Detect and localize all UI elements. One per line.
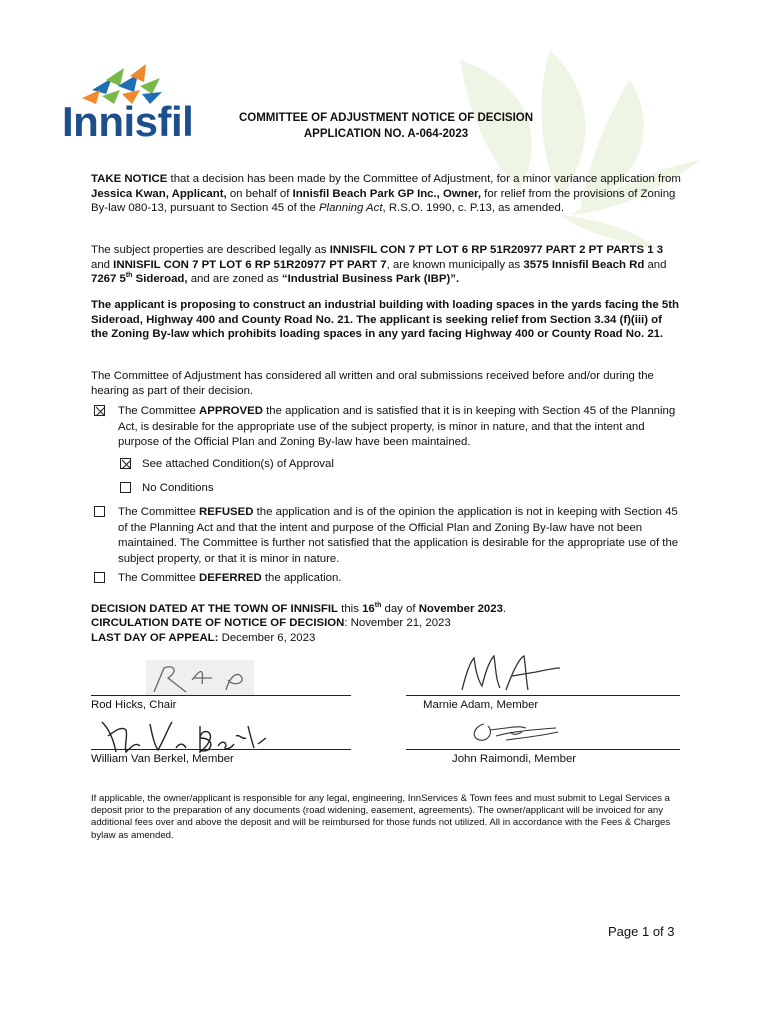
marnie-adam-signature-icon — [456, 650, 566, 696]
deferred-checkbox[interactable] — [94, 572, 105, 583]
signature-line — [91, 695, 351, 696]
signer-name-4: John Raimondi, Member — [452, 753, 577, 765]
signature-line — [406, 749, 680, 750]
no-conditions-checkbox[interactable] — [120, 482, 131, 493]
appeal-date: LAST DAY OF APPEAL: December 6, 2023 — [91, 631, 316, 644]
document-title — [200, 110, 572, 142]
approved-checkbox[interactable] — [94, 405, 105, 416]
approved-text: The Committee APPROVED the application and is satisfied that it is in keeping with Section 45 of the Planning Act, is desirable for the appropriate use of the subject property, is minor in nature, and that the intent and purpose of the Official Plan and Zoning By-law have been maintained. — [118, 405, 676, 449]
fees-note: If applicable, the owner/applicant is responsible for any legal, engineering, InnServices & Town fees and must submit to Legal Services a deposit prior to the preparation of any documents (road widening, easement, agreements). The owner/applicant will be invoiced for any additional fees over and above the deposit and will be reimbursed for those funds not utilized. All in accordance with the Fees & Charges bylaw as amended. — [91, 793, 671, 841]
circulation-date: CIRCULATION DATE OF NOTICE OF DECISION: November 21, 2023 — [91, 617, 451, 630]
notice-paragraph: TAKE NOTICE that a decision has been made by the Committee of Adjustment, for a minor variance application from Jessica Kwan, Applicant, on behalf of Innisfil Beach Park GP Inc., Owner, for relief from the provisions of Zoning By-law 080-13, pursuant to Section 45 of the Planning Act, R.S.O. 1990, c. P.13, as amended. — [91, 173, 681, 215]
no-conditions-text: No Conditions — [142, 482, 214, 494]
proposal-paragraph: The applicant is proposing to construct an industrial building with loading spaces in the yards facing the 5th Sideroad, Highway 400 and County Road No. 21. The applicant is seeking relief from Section 3.34 (f)(iii) of the Zoning By-law which prohibits loading spaces in any yard facing Highway 400 or County Road No. 21. — [91, 299, 679, 341]
watermark-star-icon — [400, 40, 730, 270]
deferred-text: The Committee DEFERRED the application. — [118, 572, 342, 584]
conditions-checkbox[interactable] — [120, 458, 131, 469]
signer-name-2: Marnie Adam, Member — [423, 699, 539, 711]
checked-x-icon — [95, 406, 106, 417]
refused-checkbox[interactable] — [94, 506, 105, 517]
signer-name-1: Rod Hicks, Chair — [91, 699, 177, 711]
logo-wordmark: Innisfil — [62, 98, 194, 145]
property-paragraph: The subject properties are described legally as INNISFIL CON 7 PT LOT 6 RP 51R20977 PART 2 PT PARTS 1 3 and INNISFIL CON 7 PT LOT 6 RP 51R20977 PT PART 7, are known municipally as 3575 Innisfil Beach Rd and 7267 5th Sideroad, and are zoned as “Industrial Business Park (IBP)”. — [91, 244, 667, 286]
title-line-2: APPLICATION NO. A-064-2023 — [303, 128, 469, 140]
signature-line — [91, 749, 351, 750]
john-raimondi-signature-icon — [466, 718, 562, 746]
signature-line — [406, 695, 680, 696]
considered-paragraph: The Committee of Adjustment has considered all written and oral submissions received before and/or during the hearing as part of their decision. — [91, 370, 654, 397]
conditions-option — [117, 457, 517, 473]
rod-hicks-signature-icon — [146, 660, 258, 698]
deferred-option — [91, 571, 683, 587]
title-line-1: COMMITTEE OF ADJUSTMENT NOTICE OF DECISION — [238, 112, 534, 124]
approved-option — [91, 404, 683, 452]
checked-x-icon — [121, 459, 132, 470]
refused-option — [91, 505, 683, 567]
dates-block — [91, 602, 681, 645]
refused-text: The Committee REFUSED the application and is of the opinion the application is not in keeping with Section 45 of the Planning Act and that the intent and purpose of the Official Plan and Zoning By-law have not been maintained. The Committee is further not satisfied that the application is desirable for the appropriate use of the subject property, or that it is minor in nature. — [118, 506, 679, 565]
conditions-text: See attached Condition(s) of Approval — [142, 458, 334, 470]
signer-name-3: William Van Berkel, Member — [91, 753, 234, 765]
page-number: Page 1 of 3 — [608, 924, 675, 939]
william-van-berkel-signature-icon — [96, 716, 272, 756]
decision-date: DECISION DATED AT THE TOWN OF INNISFIL this 16th day of November 2023. — [91, 602, 507, 615]
no-conditions-option — [117, 481, 517, 497]
